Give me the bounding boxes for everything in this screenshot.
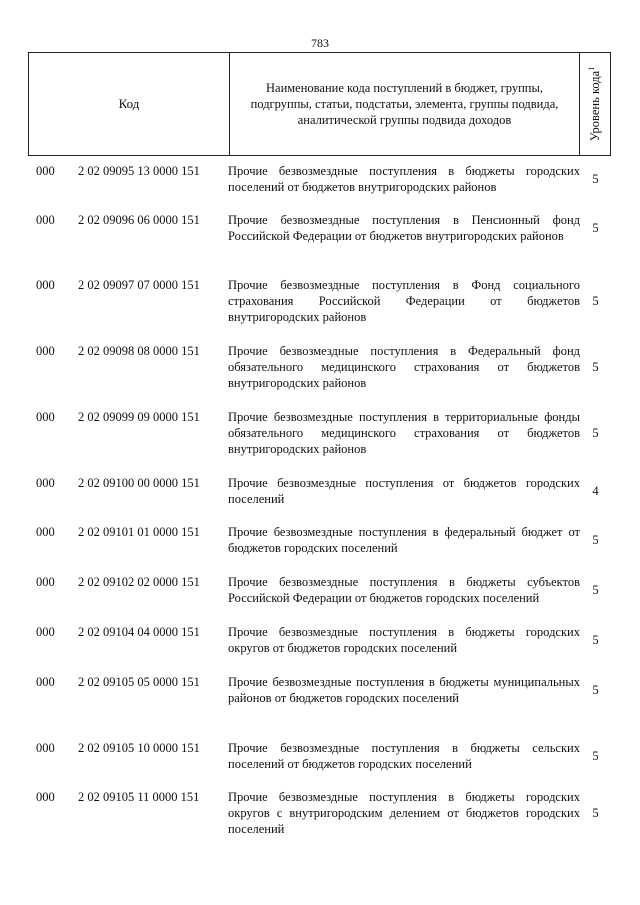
row-prefix: 000 (36, 675, 55, 689)
row-code: 2 02 09099 09 0000 151 (78, 410, 200, 424)
table-row (36, 740, 611, 772)
table-row (36, 674, 611, 706)
row-prefix: 000 (36, 344, 55, 358)
row-name: Прочие безвозмездные поступления в Федеральный фонд обязательного медицинского страхования от бюджетов внутригородских районов (228, 344, 580, 390)
header-name (230, 53, 580, 155)
table-header (28, 52, 611, 156)
header-level-text: Уровень кода (588, 70, 603, 142)
row-prefix: 000 (36, 625, 55, 639)
header-level-label (587, 67, 603, 141)
table-row (36, 475, 611, 507)
row-prefix: 000 (36, 525, 55, 539)
row-name: Прочие безвозмездные поступления в территориальные фонды обязательного медицинского страхования от бюджетов внутригородских районов (228, 410, 580, 456)
row-code: 2 02 09097 07 0000 151 (78, 278, 200, 292)
row-prefix: 000 (36, 410, 55, 424)
table-row (36, 524, 611, 556)
row-code: 2 02 09104 04 0000 151 (78, 625, 200, 639)
page-number: 783 (311, 36, 329, 50)
row-name: Прочие безвозмездные поступления в бюджеты городских округов с внутригородским делением от бюджетов городских поселений (228, 790, 580, 836)
row-level: 5 (592, 683, 599, 697)
row-level: 5 (592, 806, 599, 820)
row-name: Прочие безвозмездные поступления в Фонд социального страхования Российской Федерации от бюджетов внутригородских районов (228, 278, 580, 324)
row-prefix: 000 (36, 278, 55, 292)
row-code: 2 02 09102 02 0000 151 (78, 575, 200, 589)
header-name-line: аналитической группы подвида доходов (297, 113, 512, 127)
row-level: 5 (592, 633, 599, 647)
row-level: 4 (592, 484, 599, 498)
row-name: Прочие безвозмездные поступления в бюджеты сельских поселений от бюджетов городских поселений (228, 741, 580, 771)
row-code: 2 02 09098 08 0000 151 (78, 344, 200, 358)
row-level: 5 (592, 221, 599, 235)
row-level: 5 (592, 294, 599, 308)
row-level: 5 (592, 583, 599, 597)
row-prefix: 000 (36, 575, 55, 589)
table-row (36, 789, 611, 837)
table-row (36, 574, 611, 606)
row-name: Прочие безвозмездные поступления в бюджеты муниципальных районов от бюджетов городских поселений (228, 675, 580, 705)
row-code: 2 02 09100 00 0000 151 (78, 476, 200, 490)
header-name-line: подгруппы, статьи, подстатьи, элемента, группы подвида, (250, 97, 559, 111)
table-row (36, 409, 611, 457)
header-code: Код (29, 53, 230, 155)
row-level: 5 (592, 749, 599, 763)
row-prefix: 000 (36, 476, 55, 490)
row-prefix: 000 (36, 213, 55, 227)
row-code: 2 02 09105 11 0000 151 (78, 790, 200, 804)
row-level: 5 (592, 426, 599, 440)
table-row (36, 624, 611, 656)
row-prefix: 000 (36, 164, 55, 178)
row-name: Прочие безвозмездные поступления в федеральный бюджет от бюджетов городских поселений (228, 525, 580, 555)
row-name: Прочие безвозмездные поступления в бюджеты субъектов Российской Федерации от бюджетов городских поселений (228, 575, 580, 605)
row-code: 2 02 09095 13 0000 151 (78, 164, 200, 178)
row-name: Прочие безвозмездные поступления в Пенсионный фонд Российской Федерации от бюджетов внутригородских районов (228, 213, 580, 243)
table-row (36, 212, 611, 244)
row-prefix: 000 (36, 741, 55, 755)
table-row (36, 277, 611, 325)
table-row (36, 343, 611, 391)
row-code: 2 02 09101 01 0000 151 (78, 525, 200, 539)
row-code: 2 02 09096 06 0000 151 (78, 213, 200, 227)
row-level: 5 (592, 533, 599, 547)
header-level-footnote: 1 (586, 66, 596, 71)
row-name: Прочие безвозмездные поступления в бюджеты городских поселений от бюджетов внутригородских районов (228, 164, 580, 194)
header-name-line: Наименование кода поступлений в бюджет, группы, (266, 81, 543, 95)
header-level (580, 53, 610, 155)
row-name: Прочие безвозмездные поступления в бюджеты городских округов от бюджетов городских поселений (228, 625, 580, 655)
table-row (36, 163, 611, 195)
row-prefix: 000 (36, 790, 55, 804)
row-code: 2 02 09105 10 0000 151 (78, 741, 200, 755)
row-name: Прочие безвозмездные поступления от бюджетов городских поселений (228, 476, 580, 506)
row-level: 5 (592, 172, 599, 186)
row-level: 5 (592, 360, 599, 374)
row-code: 2 02 09105 05 0000 151 (78, 675, 200, 689)
